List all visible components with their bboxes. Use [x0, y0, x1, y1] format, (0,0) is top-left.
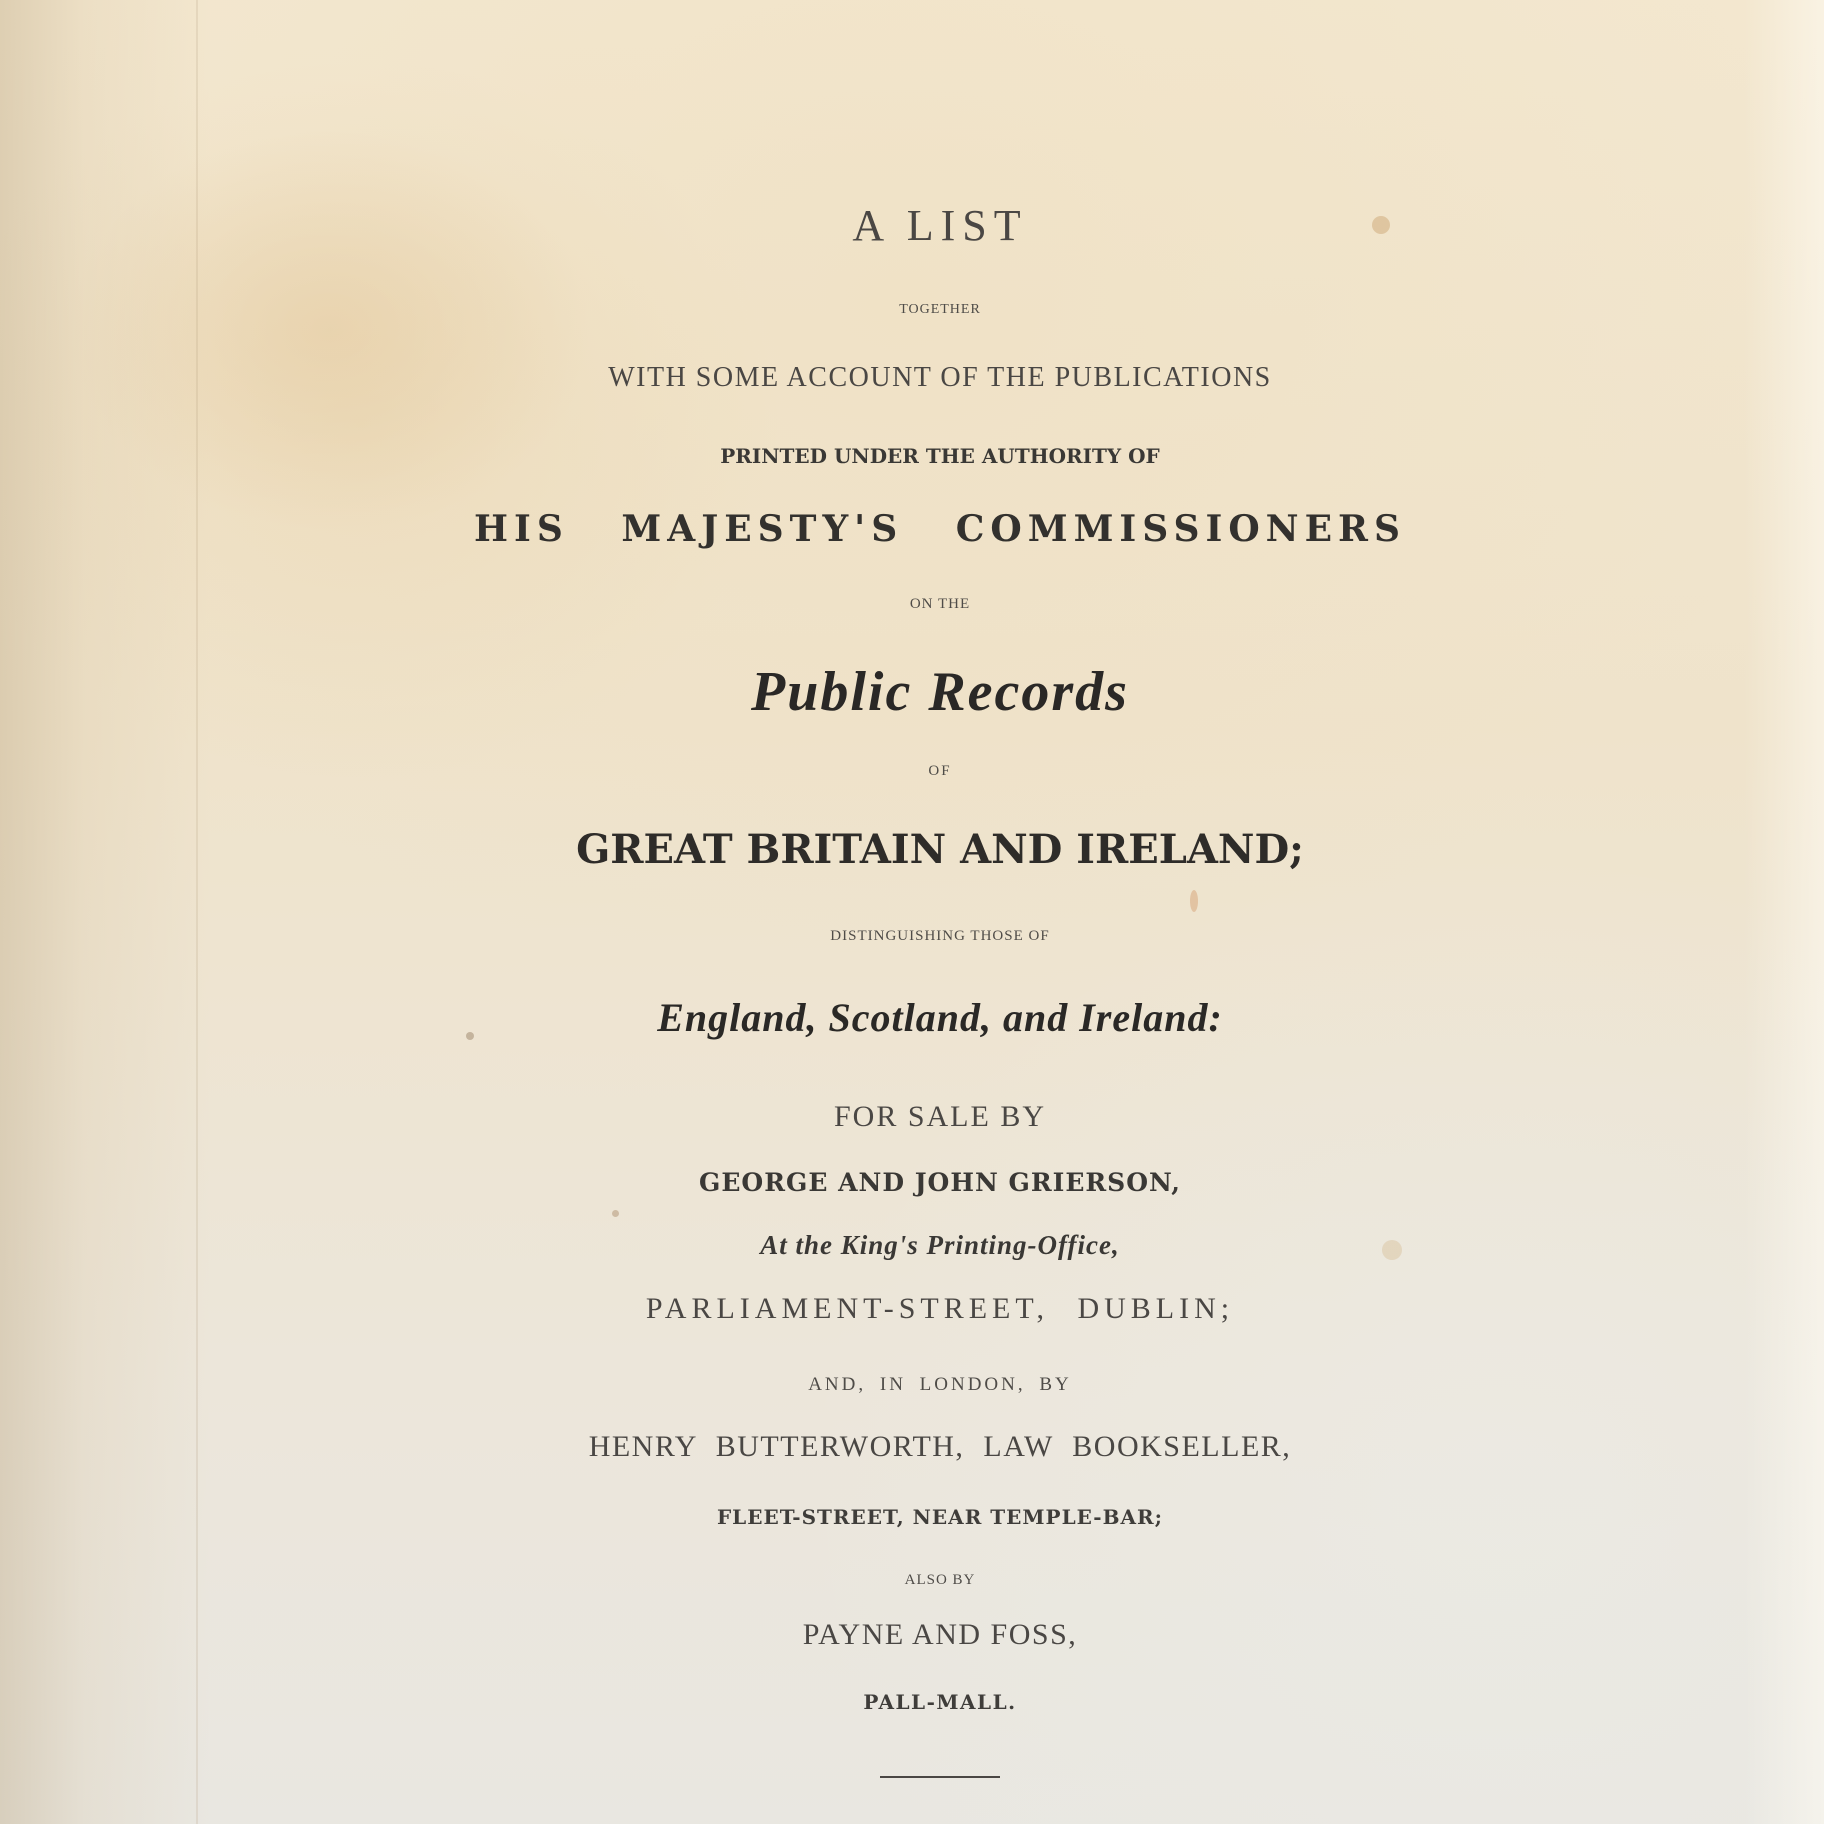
butterworth-line: HENRY BUTTERWORTH, LAW BOOKSELLER, — [588, 1430, 1292, 1463]
foxing-spot — [1190, 890, 1198, 912]
also-by-label: ALSO BY — [904, 1572, 976, 1588]
distinguishing-label: DISTINGUISHING THOSE OF — [830, 928, 1050, 944]
title-a-list: A LIST — [852, 201, 1028, 250]
gutter-line — [196, 0, 198, 1824]
account-line: WITH SOME ACCOUNT OF THE PUBLICATIONS — [608, 362, 1272, 393]
foxing-spot — [612, 1210, 619, 1217]
parliament-street-line: PARLIAMENT-STREET, DUBLIN; — [645, 1292, 1235, 1325]
closing-rule — [880, 1776, 1000, 1778]
printed-under-line: PRINTED UNDER THE AUTHORITY OF — [720, 444, 1160, 468]
kings-printing-office-line: At the King's Printing-Office, — [760, 1230, 1120, 1260]
and-in-london-label: AND, IN LONDON, BY — [808, 1374, 1072, 1395]
of-label: OF — [928, 763, 952, 779]
on-the-label: ON THE — [909, 596, 971, 612]
commissioners-heading: HIS MAJESTY'S COMMISSIONERS — [474, 508, 1406, 550]
countries-heading: England, Scotland, and Ireland: — [657, 995, 1223, 1040]
pall-mall-line: PALL-MALL. — [863, 1690, 1017, 1714]
payne-foss-line: PAYNE AND FOSS, — [802, 1618, 1078, 1651]
spine-shadow — [0, 0, 210, 1824]
grierson-line: GEORGE AND JOHN GRIERSON, — [699, 1168, 1181, 1197]
for-sale-by-line: FOR SALE BY — [833, 1100, 1047, 1133]
together-label: TOGETHER — [899, 302, 981, 317]
great-britain-heading: GREAT BRITAIN AND IRELAND; — [576, 826, 1304, 873]
public-records-heading: Public Records — [751, 661, 1129, 723]
page-edge-highlight — [1744, 0, 1824, 1824]
fleet-street-line: FLEET-STREET, NEAR TEMPLE-BAR; — [716, 1505, 1163, 1529]
